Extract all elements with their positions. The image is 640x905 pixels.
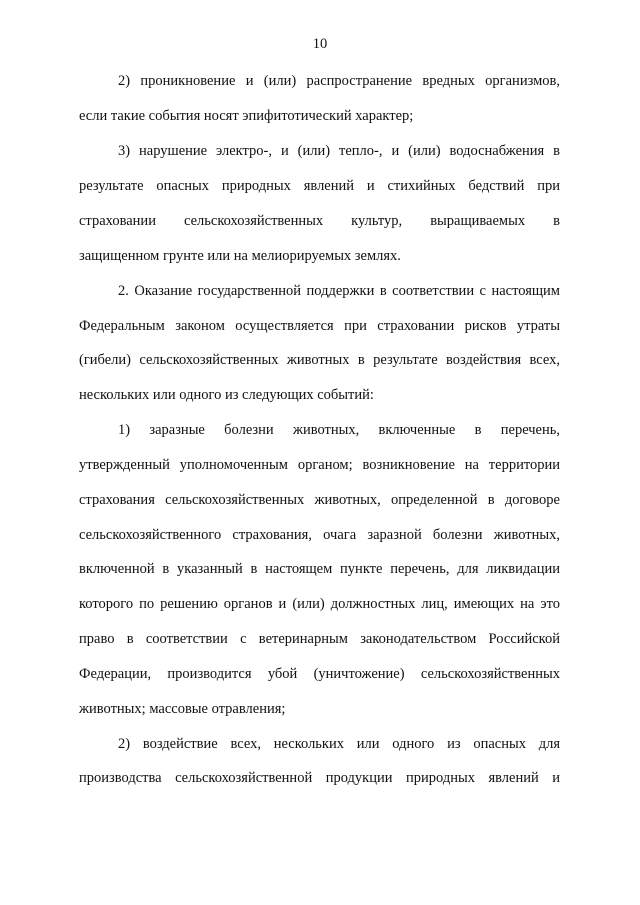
text-line: 1) заразные болезни животных, включенные в перечень,	[118, 422, 560, 438]
text-line: 2) проникновение и (или) распространение вредных организмов,	[118, 73, 560, 89]
page-number: 10	[312, 36, 328, 52]
text-line: защищенном грунте или на мелиорируемых землях.	[79, 248, 401, 264]
text-line: производства сельскохозяйственной продукции природных явлений и	[79, 770, 560, 786]
text-line: если такие события носят эпифитотический характер;	[79, 108, 414, 124]
text-line: 2) воздействие всех, нескольких или одного из опасных для	[118, 736, 560, 752]
text-line: Федерации, производится убой (уничтожение) сельскохозяйственных	[79, 666, 560, 682]
text-line: страховании сельскохозяйственных культур, выращиваемых в	[79, 213, 560, 229]
text-line: Федеральным законом осуществляется при страховании рисков утраты	[79, 318, 560, 334]
text-line: право в соответствии с ветеринарным законодательством Российской	[79, 631, 560, 647]
text-line: утвержденный уполномоченным органом; возникновение на территории	[79, 457, 560, 473]
text-line: включенной в указанный в настоящем пункте перечень, для ликвидации	[79, 561, 560, 577]
text-line: 2. Оказание государственной поддержки в соответствии с настоящим	[118, 283, 560, 299]
text-line: сельскохозяйственного страхования, очага заразной болезни животных,	[79, 527, 560, 543]
text-line: результате опасных природных явлений и стихийных бедствий при	[79, 178, 560, 194]
text-line: которого по решению органов и (или) должностных лиц, имеющих на это	[79, 596, 560, 612]
text-line: (гибели) сельскохозяйственных животных в результате воздействия всех,	[79, 352, 560, 368]
text-line: животных; массовые отравления;	[79, 701, 286, 717]
text-line: 3) нарушение электро-, и (или) тепло-, и (или) водоснабжения в	[118, 143, 560, 159]
text-line: нескольких или одного из следующих событий:	[79, 387, 374, 403]
text-line: страхования сельскохозяйственных животных, определенной в договоре	[79, 492, 560, 508]
